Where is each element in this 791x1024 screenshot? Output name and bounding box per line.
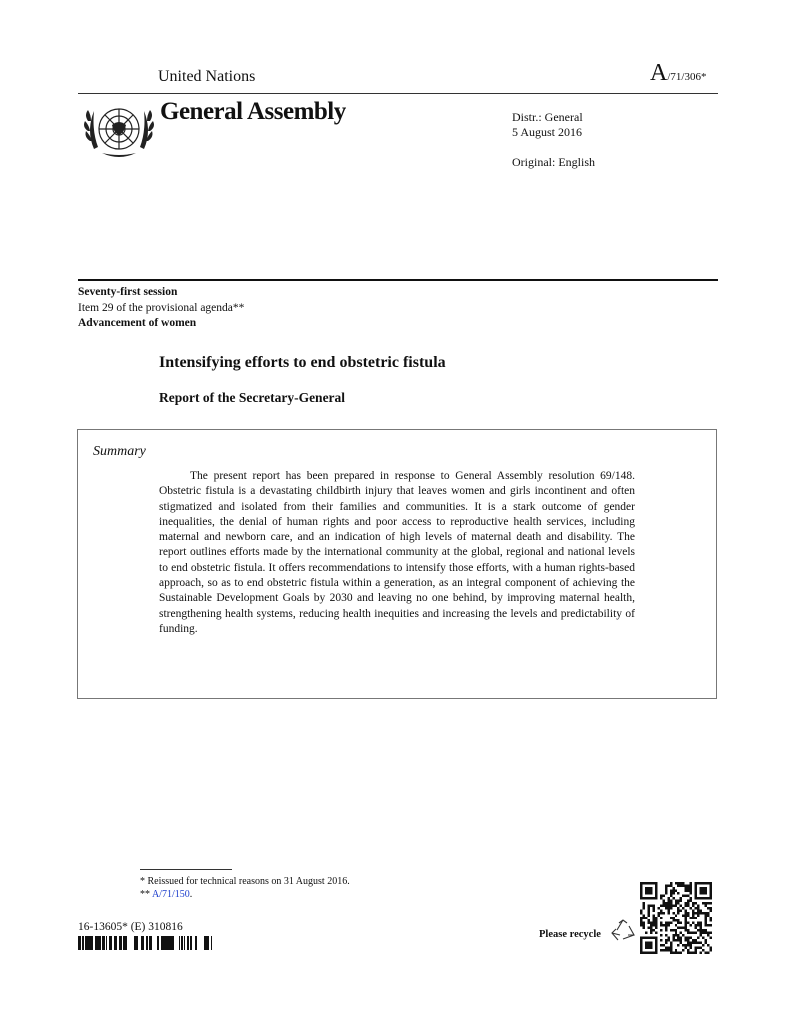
- distribution-info: [512, 110, 583, 140]
- recycle-text: Please recycle: [539, 929, 601, 940]
- symbol-main: A: [650, 60, 668, 86]
- session-rule: [78, 279, 718, 281]
- distribution-label: Distr.: General: [512, 110, 583, 124]
- report-subtitle: Report of the Secretary-General: [159, 390, 346, 405]
- footnote-1: * Reissued for technical reasons on 31 August 2016.: [140, 876, 350, 887]
- agenda-topic: Advancement of women: [78, 317, 197, 329]
- un-emblem-icon: [82, 97, 156, 163]
- document-symbol: [650, 60, 706, 87]
- general-assembly-title: General Assembly: [160, 98, 346, 125]
- session-name: Seventy-first session: [78, 286, 178, 298]
- agenda-link[interactable]: A/71/150: [151, 889, 190, 900]
- report-title: Intensifying efforts to end obstetric fistula: [159, 354, 446, 371]
- summary-text: The present report has been prepared in response to General Assembly resolution 69/148. Obstetric fistula is a devastating childbirth injury that leaves women and girls incontinent and often stigmatized and isolated from their families and communities. It is a stark outcome of gender inequalities, the denial of human rights and poor access to reproductive health services, including maternal and newborn care, and an indication of high levels of maternal death and disability. The report outlines efforts made by the international community at the global, regional and national levels to end obstetric fistula. It offers recommendations to intensify those efforts, with a human rights-based approach, so as to end obstetric fistula within a generation, as an integral component of achieving the Sustainable Development Goals by 2030 and leaving no one behind, by improving maternal health, strengthening health systems, reducing health inequities and increasing the levels and predictability of funding.: [159, 470, 635, 635]
- footnote-rule: [140, 869, 232, 870]
- recycle-icon: [610, 919, 636, 943]
- qr-code-icon: [640, 882, 712, 954]
- barcode-icon: [78, 936, 212, 950]
- organization-name: United Nations: [158, 68, 256, 85]
- original-language: Original: English: [512, 155, 595, 169]
- agenda-item: Item 29 of the provisional agenda**: [78, 301, 245, 314]
- footnote-2-marker: **: [140, 889, 152, 900]
- document-date: 5 August 2016: [512, 125, 583, 139]
- session-block: [78, 285, 244, 332]
- summary-label: Summary: [93, 444, 146, 459]
- document-number: 16-13605* (E) 310816: [78, 921, 183, 933]
- footnote-2-end: .: [189, 889, 193, 900]
- header-rule: [78, 93, 718, 94]
- footnote-2: [140, 889, 192, 900]
- symbol-rest: /71/306*: [667, 71, 707, 83]
